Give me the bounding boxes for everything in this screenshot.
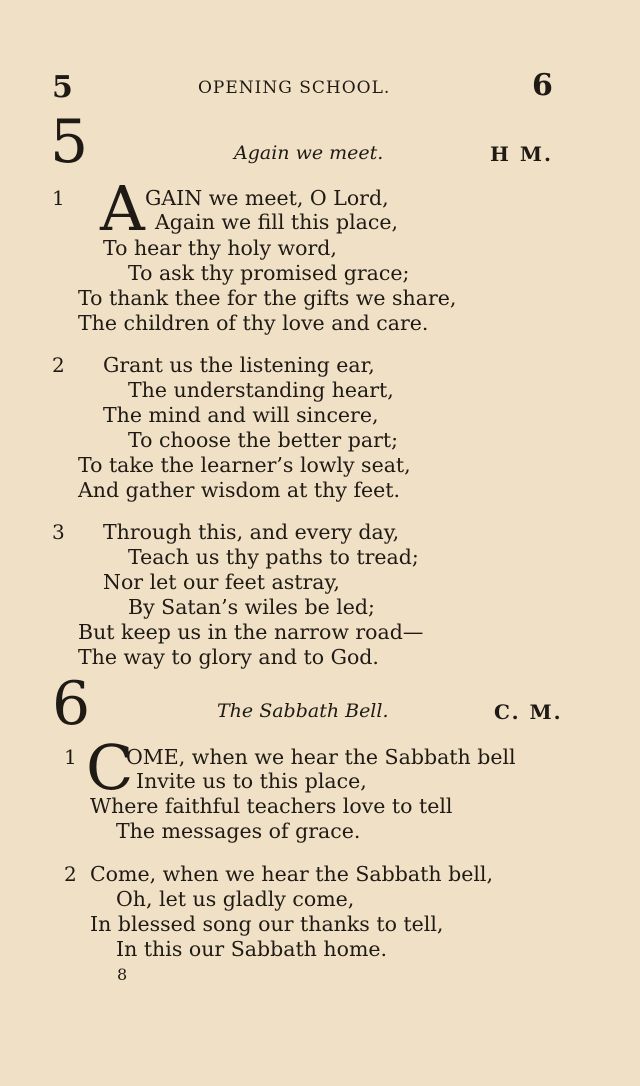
- verse-line: The understanding heart,: [128, 378, 394, 402]
- hymn-meter: H M.: [490, 142, 553, 166]
- verse-number: 1: [52, 186, 65, 210]
- verse-line: To thank thee for the gifts we share,: [78, 286, 457, 310]
- verse-line: Where faithful teachers love to tell: [90, 794, 453, 818]
- verse-line: GAIN we meet, O Lord,: [145, 186, 389, 210]
- verse-line: Teach us thy paths to tread;: [128, 545, 419, 569]
- verse-line: In blessed song our thanks to tell,: [90, 912, 444, 936]
- page-number: 8: [117, 965, 128, 984]
- verse-line: By Satan’s wiles be led;: [128, 595, 375, 619]
- verse-line: To choose the better part;: [128, 428, 399, 452]
- verse-line: The children of thy love and care.: [78, 311, 429, 335]
- verse-line: The messages of grace.: [116, 819, 361, 843]
- running-title: OPENING SCHOOL.: [198, 78, 391, 98]
- verse-number: 2: [52, 353, 65, 377]
- hymn-title: Again we meet.: [234, 142, 384, 164]
- header-hymn-range-start: 5: [52, 70, 73, 105]
- verse-number: 3: [52, 520, 65, 544]
- verse-line: Oh, let us gladly come,: [116, 887, 355, 911]
- verse-line: The way to glory and to God.: [78, 645, 379, 669]
- verse-line: Nor let our feet astray,: [103, 570, 340, 594]
- drop-cap: A: [100, 172, 145, 245]
- hymn-meter: C. M.: [494, 700, 563, 724]
- verse-number: 1: [64, 745, 77, 769]
- verse-line: Grant us the listening ear,: [103, 353, 375, 377]
- verse-line: Through this, and every day,: [103, 520, 400, 544]
- header-hymn-range-end: 6: [532, 68, 553, 103]
- hymn-number: 6: [52, 669, 91, 739]
- verse-line: OME, when we hear the Sabbath bell: [126, 745, 516, 769]
- drop-cap: C: [86, 731, 134, 804]
- hymn-number: 5: [50, 107, 89, 177]
- hymn-title: The Sabbath Bell.: [217, 700, 389, 722]
- verse-line: And gather wisdom at thy feet.: [78, 478, 401, 502]
- verse-line: To ask thy promised grace;: [128, 261, 410, 285]
- verse-line: Invite us to this place,: [136, 769, 367, 793]
- verse-line: But keep us in the narrow road—: [78, 620, 424, 644]
- verse-line: In this our Sabbath home.: [116, 937, 388, 961]
- verse-line: Again we fill this place,: [155, 210, 398, 234]
- verse-line: The mind and will sincere,: [103, 403, 379, 427]
- verse-line: To take the learner’s lowly seat,: [78, 453, 411, 477]
- verse-line: Come, when we hear the Sabbath bell,: [90, 862, 493, 886]
- verse-number: 2: [64, 862, 77, 886]
- verse-line: To hear thy holy word,: [103, 236, 337, 260]
